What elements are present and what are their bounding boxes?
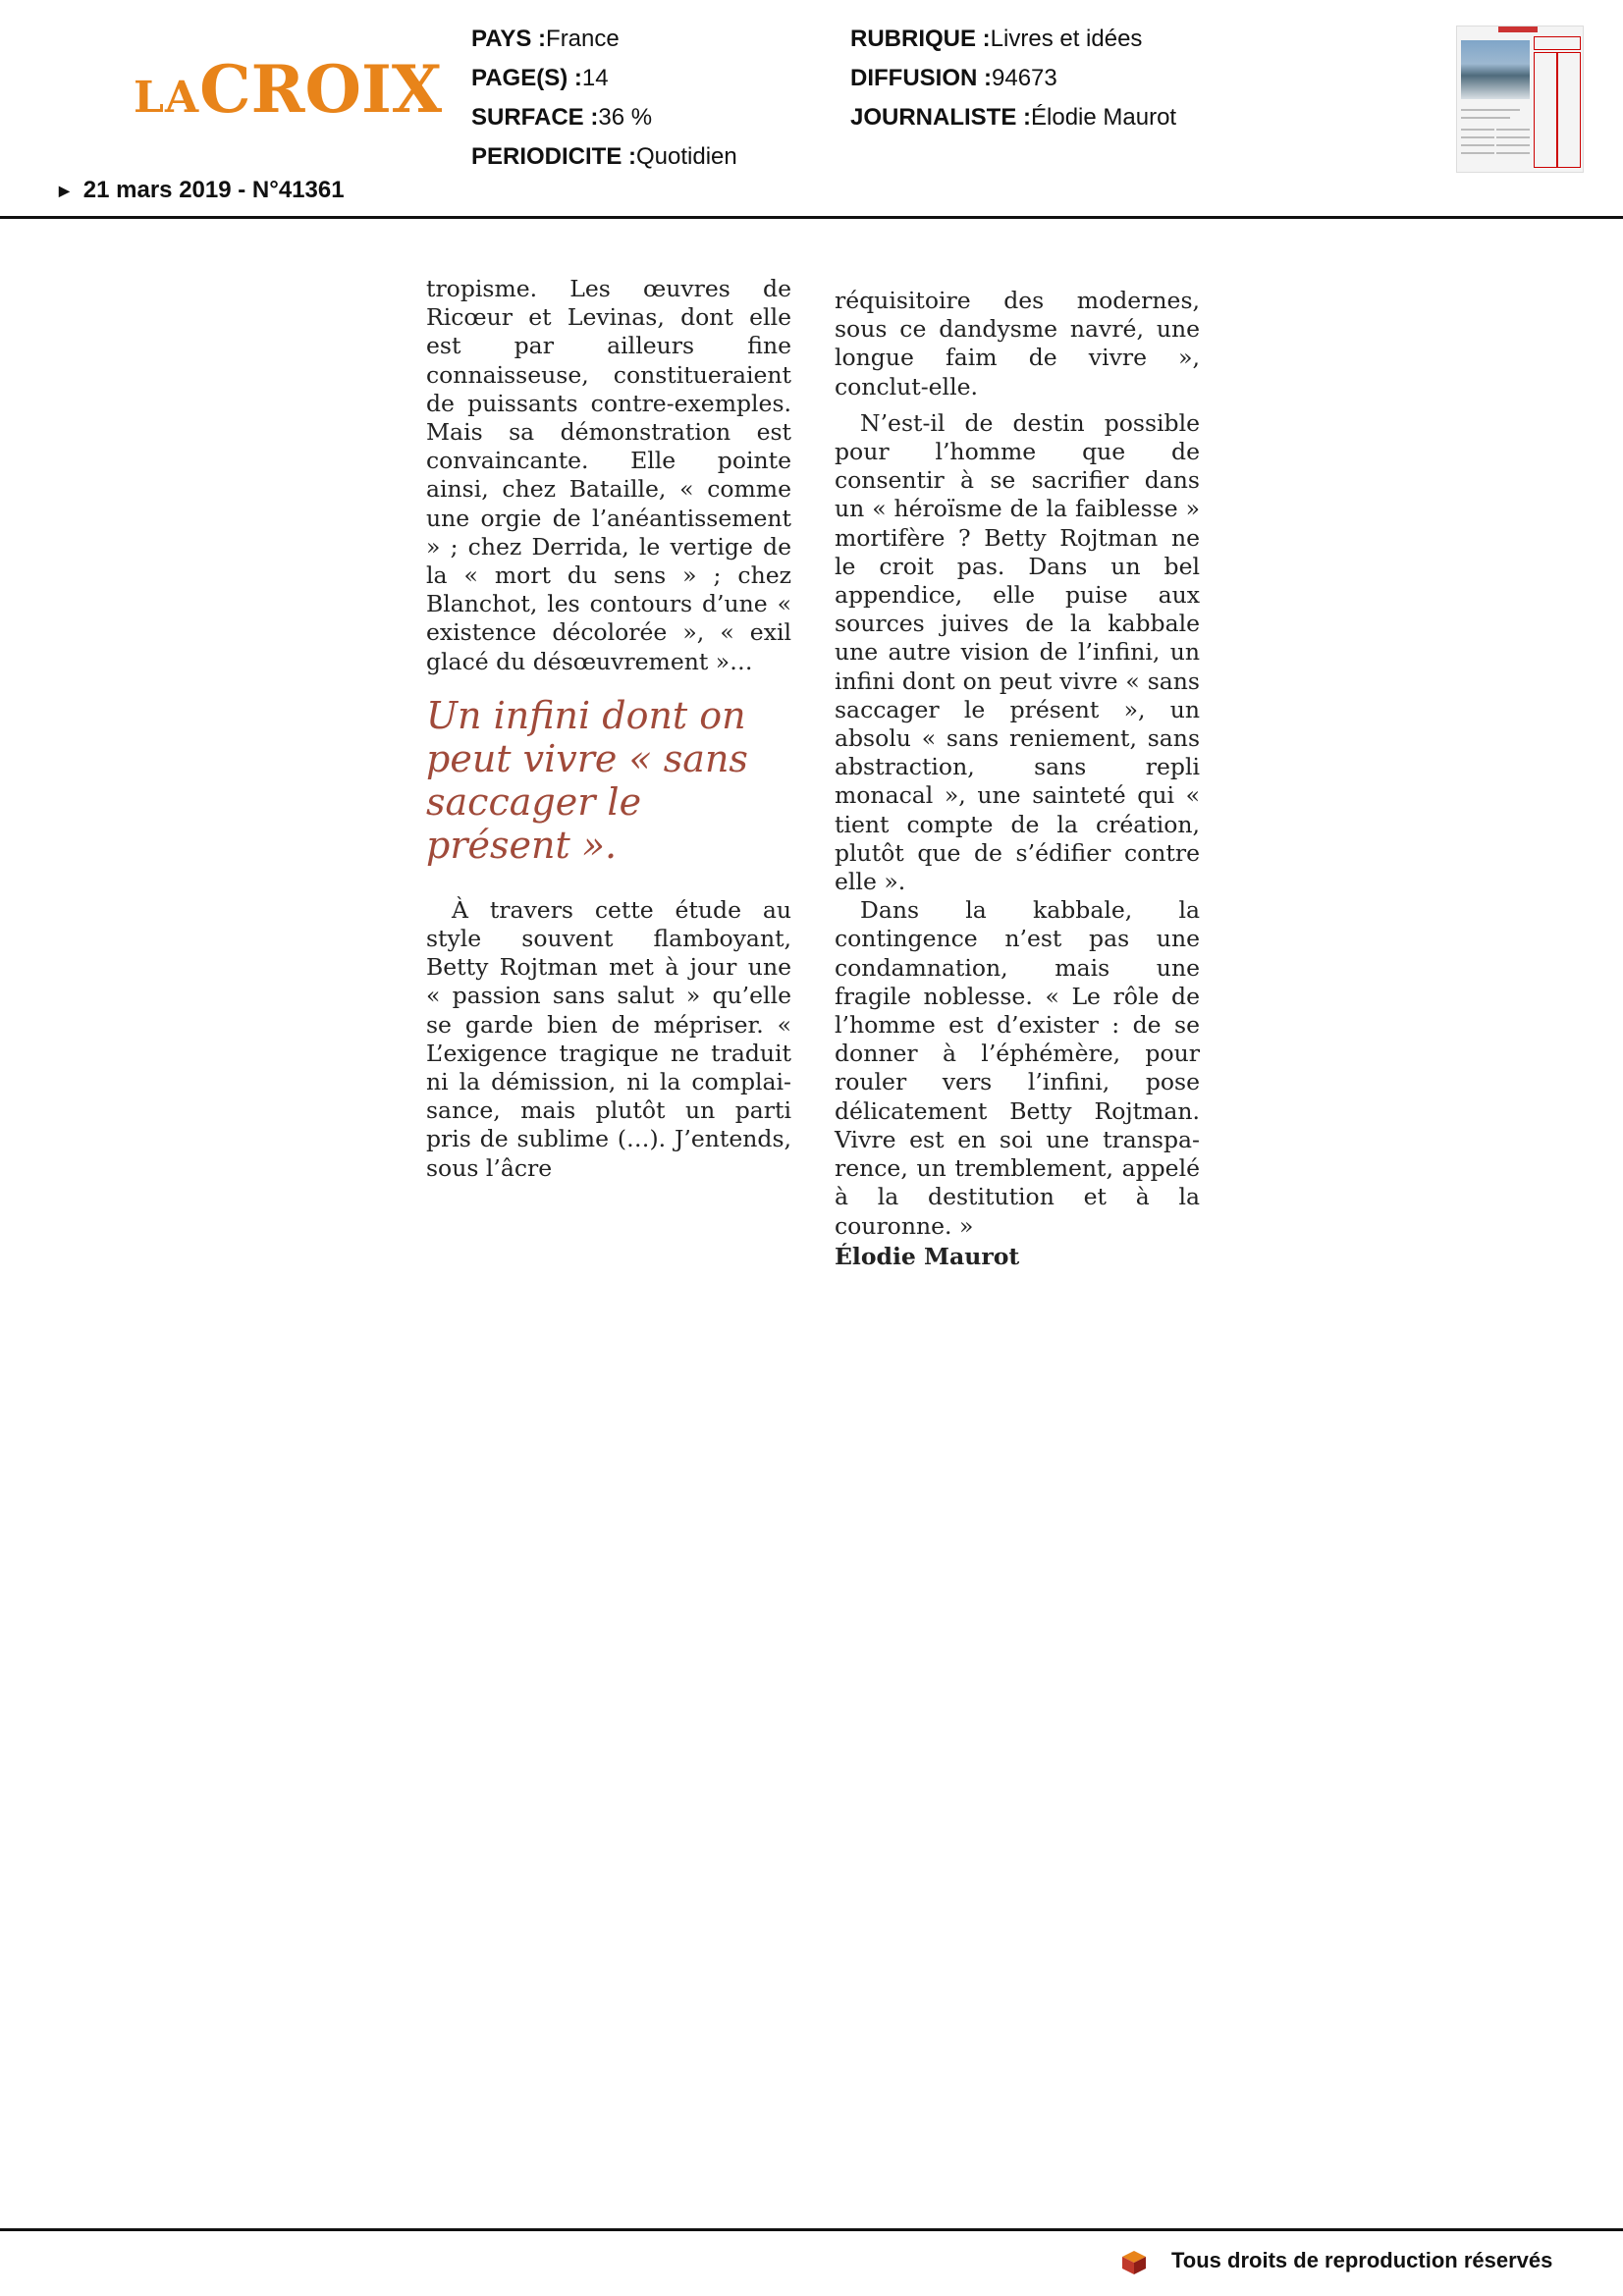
- paragraph: Dans la kabbale, la contingence n’est pas une condamnation, mais une fragile noblesse. « Le rôle de l’homme est d’exister : de se donner à l’éphémère, pour rouler vers l’infini, pose délicatement Betty Rojtman. Vivre est en soi une transparence, un tremblement, appelé à la destitution et à la couronne. »: [835, 896, 1200, 1240]
- rights-notice: Tous droits de reproduction réservés: [1171, 2248, 1553, 2272]
- thumbnail-line: [1496, 129, 1530, 131]
- meta-journaliste: [850, 98, 1176, 137]
- article-column-2: [835, 287, 1200, 1271]
- thumbnail-line: [1496, 144, 1530, 146]
- cube-logo-icon: [1121, 2250, 1147, 2275]
- thumbnail-highlight: [1534, 52, 1557, 168]
- paragraph: réquisitoire des modernes, sous ce dandysme navré, une longue faim de vivre », conclut-elle.: [835, 287, 1200, 400]
- meta-value: 94673: [992, 65, 1057, 91]
- meta-value: Livres et idées: [990, 26, 1143, 52]
- paragraph: N’est-il de destin possible pour l’homme que de consentir à se sacrifier dans un « héroïsme de la faiblesse » mortifère ? Betty Rojtman ne le croit pas. Dans un bel appendice, elle puise aux sources juives de la kabbale une autre vision de l’infini, un infini dont on peut vivre « sans saccager le présent », un absolu « sans reniement, sans abstraction, sans repli monacal », une sainteté qui « tient compte de la création, plutôt que de s’édifier contre elle ».: [835, 408, 1200, 896]
- issue-date: 21 mars 2019 - N°41361: [82, 177, 345, 203]
- meta-value: 14: [581, 65, 609, 91]
- play-arrow-icon: ▶: [59, 183, 70, 199]
- meta-value: 36 %: [598, 104, 653, 131]
- logo-word: CROIX: [199, 51, 443, 128]
- thumbnail-line: [1461, 144, 1494, 146]
- author-byline: Élodie Maurot: [835, 1242, 1020, 1270]
- meta-periodicite: [471, 137, 737, 177]
- meta-rubrique: [850, 20, 1176, 59]
- article-column-1: [426, 275, 791, 1183]
- thumbnail-highlight: [1557, 52, 1581, 168]
- page-thumbnail[interactable]: [1456, 26, 1584, 173]
- pull-quote: Un infini dont on peut vivre « sans saccager le présent ».: [426, 693, 748, 867]
- thumbnail-line: [1461, 136, 1494, 138]
- meta-key: PAYS :: [471, 26, 547, 52]
- header-divider: [0, 216, 1623, 219]
- thumbnail-band: [1498, 27, 1538, 32]
- meta-key: PERIODICITE :: [471, 143, 637, 170]
- thumbnail-line: [1461, 109, 1520, 111]
- issue-line: [59, 177, 345, 204]
- logo-prefix: LA: [134, 73, 200, 123]
- thumbnail-line: [1461, 152, 1494, 154]
- meta-key: PAGE(S) :: [471, 65, 582, 91]
- meta-diffusion: [850, 59, 1176, 98]
- meta-key: RUBRIQUE :: [850, 26, 991, 52]
- paragraph: À travers cette étude au style souvent flamboyant, Betty Rojtman met à jour une « passion sans salut » qu’elle se garde bien de mépriser. « L’exigence tragique ne traduit ni la démission, ni la complaisance, mais plutôt un parti pris de sublime (…). J’entends, sous l’âcre: [426, 895, 791, 1182]
- thumbnail-photo: [1461, 40, 1530, 99]
- thumbnail-line: [1461, 129, 1494, 131]
- thumbnail-line: [1496, 152, 1530, 154]
- meta-value: Élodie Maurot: [1031, 104, 1177, 131]
- meta-right: [850, 20, 1176, 137]
- meta-key: JOURNALISTE :: [850, 104, 1032, 131]
- meta-surface: [471, 98, 737, 137]
- meta-pays: [471, 20, 737, 59]
- meta-value: Quotidien: [636, 143, 737, 170]
- footer-divider: [0, 2228, 1623, 2231]
- thumbnail-line: [1461, 117, 1510, 119]
- meta-left: [471, 20, 737, 177]
- meta-key: SURFACE :: [471, 104, 599, 131]
- paragraph: tropisme. Les œuvres de Ricœur et Levinas, dont elle est par ailleurs fine connaisseuse, constitueraient de puissants contre-exemples. Mais sa démonstration est convaincante. Elle pointe ainsi, chez Bataille, « comme une orgie de l’anéantissement » ; chez Derrida, le vertige de la « mort du sens » ; chez Blanchot, les contours d’une « existence décolorée », « exil glacé du désœuvrement »…: [426, 275, 791, 675]
- la-croix-logo: [134, 51, 443, 128]
- meta-key: DIFFUSION :: [850, 65, 992, 91]
- thumbnail-highlight: [1534, 36, 1581, 50]
- meta-pages: [471, 59, 737, 98]
- thumbnail-line: [1496, 136, 1530, 138]
- meta-value: France: [546, 26, 620, 52]
